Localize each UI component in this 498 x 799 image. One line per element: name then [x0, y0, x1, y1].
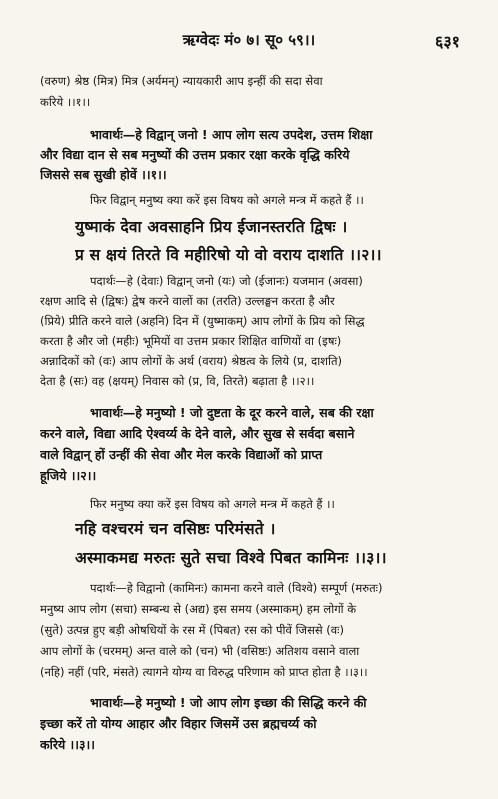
bhavartha-line: भावार्थः—हे मनुष्यो ! जो दुष्टता के दूर करने वाले, सब की रक्षा — [90, 405, 374, 420]
bhavartha-line: भावार्थः—हे मनुष्यो ! जो आप लोग इच्छा की सिद्धि करने की — [90, 695, 367, 710]
bhavartha-line: इच्छा करें तो योग्य आहार और विहार जिसमें उस ब्रह्मचर्य्य को — [40, 716, 317, 731]
verse-line: युष्माकं देवा अवसाहनि प्रिय ईजानस्तरति द्विषः । — [75, 217, 348, 236]
text-line: (वरुण) श्रेष्ठ (मित्र) मित्र (अर्यमन्) न्यायकारी आप इन्हीं की सदा सेवा — [40, 74, 323, 88]
text-line: करिये ।।१।। — [40, 95, 91, 109]
padartha-line: आप लोगों के (चरमम्) अन्त वाले को (चन) भी (वसिष्ठः) अतिशय वसाने वाला — [40, 644, 360, 658]
padartha-line: (सुते) उत्पन्न हुए बड़ी ओषधियों के रस में (पिबत) रस को पीवें जिससे (वः) — [40, 623, 344, 637]
bhavartha-line: हूजिये ।।२।। — [40, 468, 97, 483]
verse-line: अस्माकमद्य मरुतः सुते सचा विश्वे पिबत कामिनः ।।३।। — [75, 548, 387, 567]
verse-line: प्र स क्षयं तिरते वि महीरिषो यो वो वराय दाशति ।।२।। — [75, 245, 382, 264]
bhavartha-line: करने वाले, विद्या आदि ऐश्वर्य्य के देने वाले, और सुख से सर्वदा बसाने — [40, 426, 355, 441]
page-header — [0, 30, 498, 56]
bhavartha-line: भावार्थः—हे विद्वान् जनो ! आप लोग सत्य उपदेश, उत्तम शिक्षा — [90, 127, 373, 142]
padartha-line: देता है (सः) वह (क्षयम्) निवास को (प्र, वि, तिरते) बढ़ाता है ।।२।। — [40, 374, 315, 388]
running-title: ऋग्वेदः मं० ७। सू० ५९।। — [182, 31, 316, 49]
bhavartha-line: करिये ।।३।। — [40, 737, 96, 752]
bhavartha-line: और विद्या दान से सब मनुष्यों की उत्तम प्रकार रक्षा करके वृद्धि करिये — [40, 147, 350, 162]
bhavartha-line: वाले विद्वान् हों उन्हीं की सेवा और मेल करके विद्याओं को प्राप्त — [40, 447, 323, 462]
intro-line: फिर मनुष्य क्या करें इस विषय को अगले मन्त्र में कहते हैं ।। — [90, 497, 335, 511]
padartha-line: पदार्थः—हे (देवाः) विद्वान् जनो (यः) जो (ईजानः) यजमान (अवसा) — [90, 274, 363, 288]
padartha-line: करता है और जो (महीः) भूमियों वा उत्तम प्रकार शिक्षित वाणियों वा (इषः) — [40, 334, 342, 348]
intro-line: फिर विद्वान् मनुष्य क्या करें इस विषय को अगले मन्त्र में कहते हैं ।। — [90, 193, 364, 207]
bhavartha-line: जिससे सब सुखी होवें ।।१।। — [40, 167, 167, 182]
padartha-line: (प्रिये) प्रीति करने वाले (अहनि) दिन में (युष्माकम्) आप लोगों के प्रिय को सिद्ध — [40, 314, 365, 328]
padartha-line: पदार्थः—हे विद्वानो (कामिनः) कामना करने वाले (विश्वे) सम्पूर्ण (मरुतः) — [90, 581, 383, 595]
page-number: ६३१ — [435, 32, 460, 51]
verse-line: नहि वश्चरमं चन वसिष्ठः परिमंसते । — [75, 519, 276, 538]
padartha-line: (नहि) नहीं (परि, मंसते) त्यागने योग्य वा विरुद्ध परिणाम को प्राप्त होता है ।।३।। — [40, 665, 368, 679]
padartha-line: मनुष्य आप लोग (सचा) सम्बन्ध से (अद्य) इस समय (अस्माकम्) हम लोगों के — [40, 602, 357, 616]
padartha-line: अन्नादिकों को (वः) आप लोगों के अर्थ (वराय) श्रेष्ठत्व के लिये (प्र, दाशति) — [40, 354, 343, 368]
padartha-line: रक्षण आदि से (द्विषः) द्वेष करने वालों का (तरति) उल्लङ्घन करता है और — [40, 294, 335, 308]
